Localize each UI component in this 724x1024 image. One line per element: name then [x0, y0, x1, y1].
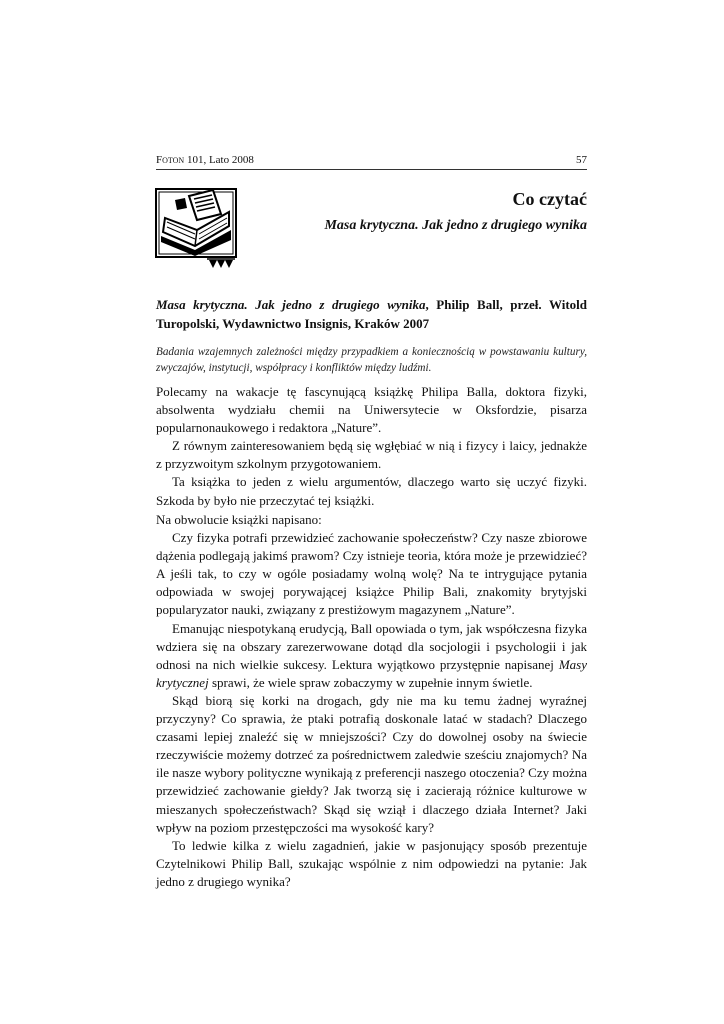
intro-section — [156, 383, 587, 510]
jacket-paragraph: Czy fizyka potrafi przewidzieć zachowanie społeczeństw? Czy nasze zbiorowe dążenia podlegają jakimś prawom? Czy istnieje teoria, która może je przewidzieć? A jeśli tak, to czy w ogóle posiadamy wolną wolę? Na te intrygujące pytania odpowiada w swojej porywającej książce Philip Bali, znakomity brytyjski popularyzator nauki, związany z prestiżowym magazynem „Nature”. — [156, 530, 587, 618]
jacket-text: sprawi, że wiele spraw zobaczymy w zupełnie innym świetle. — [208, 674, 533, 690]
jacket-paragraph — [156, 620, 587, 692]
intro-paragraph: Ta książka to jeden z wielu argumentów, dlaczego warto się uczyć fizyki. Szkoda by było nie przeczytać tej książki. — [156, 474, 587, 508]
jacket-section — [156, 511, 587, 891]
issue-label: 101, Lato 2008 — [186, 154, 254, 166]
book-title: Masa krytyczna. Jak jedno z drugiego wynika — [156, 297, 426, 312]
section-title: Co czytać — [512, 189, 587, 209]
jacket-paragraph: Skąd biorą się korki na drogach, gdy nie ma ku temu żadnej wyraźnej przyczyny? Co sprawia, że ptaki potrafią doskonale latać w stadach? Dlaczego czasami lepiej znaleźć się w mniejszości? Czy do dowolnej osoby na świecie rzeczywiście możemy dotrzeć za pośrednictwem zaledwie sześciu znajomych? Na ile nasze wybory polityczne wynikają z preferencji naszego otoczenia? Czy można przewidzieć zachowanie giełdy? Jak tworzą się i zacierają różnice kulturowe w mieszanych społeczeństwach? Skąd się wziął i dlaczego działa Internet? Jaki wpływ na poziom przestępczości ma wysokość kary? — [156, 692, 587, 835]
running-header — [156, 151, 587, 170]
book-details: , Philip Ball, przeł. Witold Turopolski, Wydawnictwo Insignis, Kraków 2007 — [156, 297, 587, 331]
journal-name: Foton — [156, 154, 185, 166]
jacket-paragraph: To ledwie kilka z wielu zagadnień, jakie w pasjonujący sposób prezentuje Czytelnikowi Philip Ball, szukając wspólnie z nim odpowiedzi na pytanie: Jak jedno z drugiego wynika? — [156, 837, 587, 889]
intro-paragraph: Polecamy na wakacje tę fascynującą książkę Philipa Balla, doktora fizyki, absolwenta wydziału chemii na Uniwersytecie w Oksfordzie, pisarza popularnonaukowego i redaktora „Nature”. — [156, 384, 587, 436]
book-title-inline: Masy krytycznej — [156, 656, 587, 690]
intro-paragraph: Z równym zainteresowaniem będą się wgłębiać w nią i fizycy i laicy, jednakże z przyzwoitym szkolnym przygotowaniem. — [156, 438, 587, 472]
jacket-heading: Na obwolucie książki napisano: — [156, 512, 322, 527]
jacket-text: Emanując niespotykaną erudycją, Ball opowiada o tym, jak współczesna fizyka wdziera się na obszary zarezerwowane dotąd dla socjologii i psychologii i jak odnosi na nich wielkie sukcesy. Lektura wyjątkowo przystępnie napisanej — [156, 620, 587, 672]
bibliographic-entry — [156, 295, 587, 333]
journal-issue — [156, 154, 254, 166]
lead-text: Badania wzajemnych zależności między przypadkiem a koniecznością w powstawaniu kultury, zwyczajów, instytucji, współpracy i konfliktów między ludźmi. — [156, 346, 587, 374]
open-book-icon — [155, 188, 237, 274]
article-subtitle: Masa krytyczna. Jak jedno z drugiego wynika — [324, 218, 587, 233]
page-number: 57 — [576, 154, 587, 166]
